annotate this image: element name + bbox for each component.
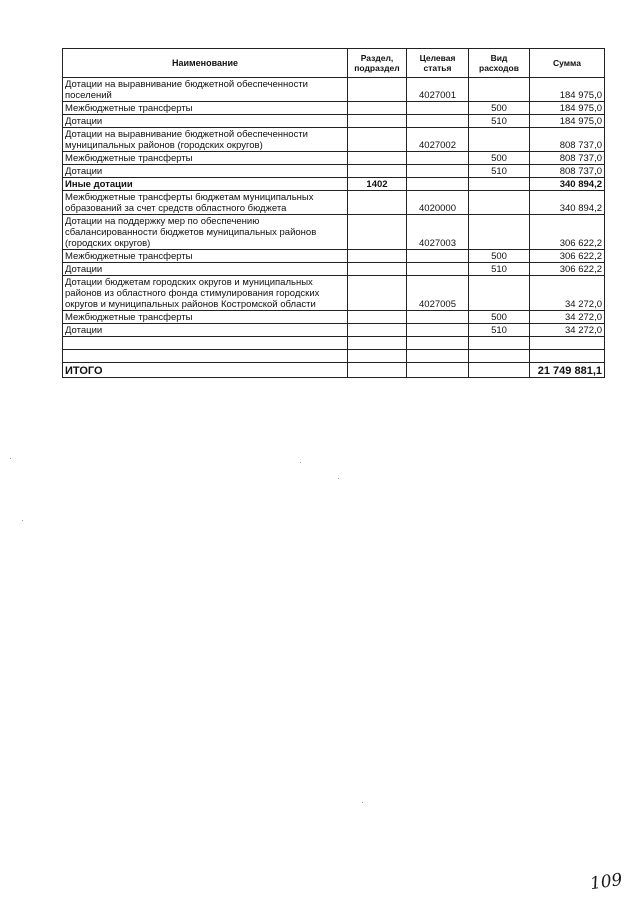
cell-target: 4027005 <box>407 276 469 311</box>
cell-name: Межбюджетные трансферты <box>63 102 348 115</box>
cell-name: Дотации на выравнивание бюджетной обеспеченности поселений <box>63 78 348 102</box>
cell-target <box>407 178 469 191</box>
cell-section <box>348 191 407 215</box>
cell-target <box>407 152 469 165</box>
cell-name: Межбюджетные трансферты <box>63 152 348 165</box>
cell-section <box>348 250 407 263</box>
cell-sum: 184 975,0 <box>530 78 605 102</box>
cell-type: 510 <box>469 115 530 128</box>
cell-sum: 34 272,0 <box>530 324 605 337</box>
header-type: Вид расходов <box>469 49 530 78</box>
scan-speck <box>22 520 23 521</box>
cell-name: Дотации бюджетам городских округов и муниципальных районов из областного фонда стимулирования городских округов и муниципальных районов Костромской области <box>63 276 348 311</box>
table-row <box>63 191 605 215</box>
cell-type <box>469 276 530 311</box>
table-row <box>63 165 605 178</box>
cell-sum: 184 975,0 <box>530 115 605 128</box>
cell-sum: 34 272,0 <box>530 311 605 324</box>
cell-target: 4027003 <box>407 215 469 250</box>
budget-table <box>62 48 605 378</box>
cell-name: Иные дотации <box>63 178 348 191</box>
table-row <box>63 102 605 115</box>
cell-name: Дотации <box>63 263 348 276</box>
cell-section: 1402 <box>348 178 407 191</box>
cell-target <box>407 311 469 324</box>
total-empty-cell <box>407 363 469 378</box>
cell-type <box>469 128 530 152</box>
table-row <box>63 276 605 311</box>
cell-type <box>469 215 530 250</box>
cell-section <box>348 324 407 337</box>
table-row <box>63 324 605 337</box>
cell-name: Дотации на поддержку мер по обеспечению сбалансированности бюджетов муниципальных районов (городских округов) <box>63 215 348 250</box>
cell-sum: 340 894,2 <box>530 178 605 191</box>
cell-sum: 306 622,2 <box>530 215 605 250</box>
total-empty-cell <box>348 363 407 378</box>
table-row <box>63 350 605 363</box>
cell-target <box>407 250 469 263</box>
header-target: Целевая статья <box>407 49 469 78</box>
cell-section <box>348 165 407 178</box>
cell-section <box>348 115 407 128</box>
cell-type: 500 <box>469 311 530 324</box>
cell-target <box>407 324 469 337</box>
cell-section <box>348 215 407 250</box>
cell-section <box>348 276 407 311</box>
cell-sum: 340 894,2 <box>530 191 605 215</box>
cell-target <box>407 165 469 178</box>
header-sum: Сумма <box>530 49 605 78</box>
scan-speck <box>10 458 11 459</box>
cell-target: 4020000 <box>407 191 469 215</box>
cell-target <box>407 337 469 350</box>
cell-type: 500 <box>469 102 530 115</box>
cell-name: Дотации <box>63 324 348 337</box>
cell-type <box>469 337 530 350</box>
cell-type: 500 <box>469 152 530 165</box>
cell-section <box>348 152 407 165</box>
cell-sum: 306 622,2 <box>530 250 605 263</box>
cell-target <box>407 115 469 128</box>
total-row <box>63 363 605 378</box>
cell-section <box>348 128 407 152</box>
cell-sum: 306 622,2 <box>530 263 605 276</box>
cell-name: Дотации <box>63 115 348 128</box>
cell-type <box>469 78 530 102</box>
cell-name: Межбюджетные трансферты <box>63 250 348 263</box>
cell-section <box>348 350 407 363</box>
cell-target <box>407 263 469 276</box>
cell-section <box>348 263 407 276</box>
cell-target: 4027001 <box>407 78 469 102</box>
cell-target <box>407 350 469 363</box>
table-row <box>63 78 605 102</box>
cell-name: Межбюджетные трансферты бюджетам муниципальных образований за счет средств областного бюджета <box>63 191 348 215</box>
page-number: 109 <box>588 869 624 895</box>
total-sum: 21 749 881,1 <box>530 363 605 378</box>
cell-section <box>348 78 407 102</box>
header-name: Наименование <box>63 49 348 78</box>
cell-type: 510 <box>469 263 530 276</box>
table-row <box>63 311 605 324</box>
cell-name: Дотации <box>63 165 348 178</box>
table-row <box>63 115 605 128</box>
table-row <box>63 250 605 263</box>
table-row <box>63 215 605 250</box>
cell-name <box>63 337 348 350</box>
cell-sum: 808 737,0 <box>530 165 605 178</box>
cell-type: 510 <box>469 165 530 178</box>
cell-target: 4027002 <box>407 128 469 152</box>
cell-name: Межбюджетные трансферты <box>63 311 348 324</box>
table-row <box>63 263 605 276</box>
cell-target <box>407 102 469 115</box>
table-body <box>63 78 605 378</box>
cell-sum: 34 272,0 <box>530 276 605 311</box>
cell-type <box>469 178 530 191</box>
cell-section <box>348 311 407 324</box>
table-header-row <box>63 49 605 78</box>
cell-sum: 808 737,0 <box>530 128 605 152</box>
total-empty-cell <box>469 363 530 378</box>
cell-sum: 184 975,0 <box>530 102 605 115</box>
cell-type: 510 <box>469 324 530 337</box>
document-page <box>62 48 604 378</box>
cell-type <box>469 350 530 363</box>
cell-name: Дотации на выравнивание бюджетной обеспеченности муниципальных районов (городских округов) <box>63 128 348 152</box>
table-row <box>63 128 605 152</box>
scan-speck <box>338 478 339 479</box>
cell-sum <box>530 337 605 350</box>
scan-speck <box>300 462 301 463</box>
total-label: ИТОГО <box>63 363 348 378</box>
cell-sum <box>530 350 605 363</box>
table-row <box>63 178 605 191</box>
header-section: Раздел, подраздел <box>348 49 407 78</box>
scan-speck <box>362 802 363 803</box>
cell-section <box>348 337 407 350</box>
table-row <box>63 152 605 165</box>
cell-type <box>469 191 530 215</box>
cell-sum: 808 737,0 <box>530 152 605 165</box>
cell-type: 500 <box>469 250 530 263</box>
cell-name <box>63 350 348 363</box>
table-row <box>63 337 605 350</box>
cell-section <box>348 102 407 115</box>
